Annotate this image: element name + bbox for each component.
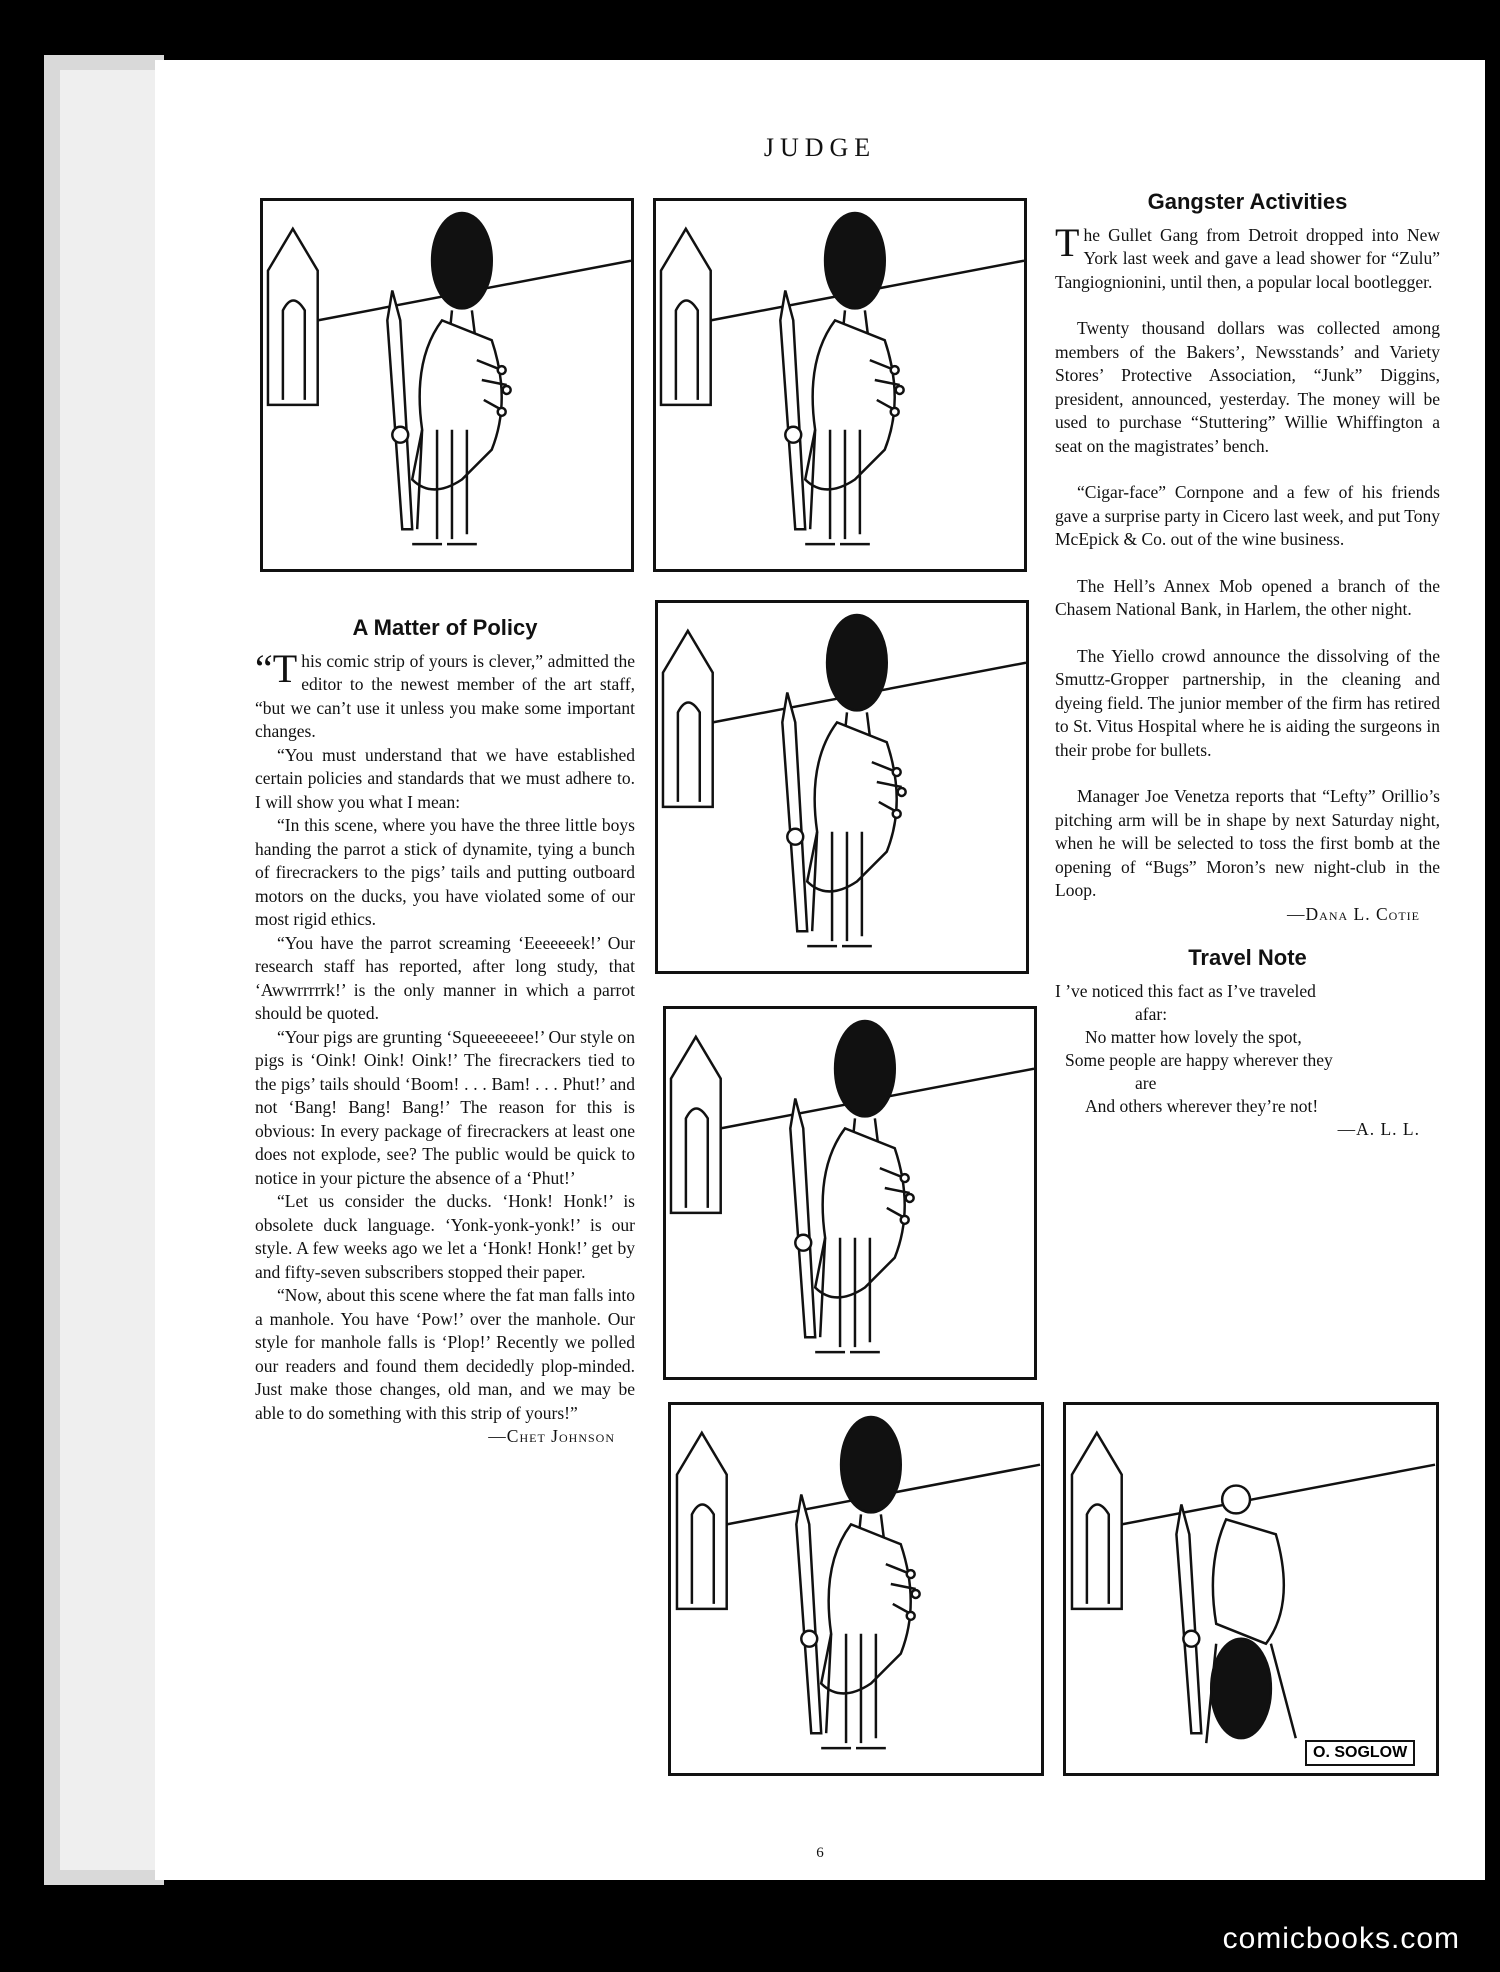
comic-panel-5 [668, 1402, 1044, 1776]
policy-paragraph-1: “T his comic strip of yours is clever,” admitted the editor to the newest member of the art staff, “but we can’t use it unless you make some important changes. [255, 645, 635, 741]
gangster-paragraph-1: The Gullet Gang from Detroit dropped into New York last week and gave a lead shower for “Zulu” Tangiognionini, until then, a popular local bootlegger. [1055, 219, 1440, 292]
gangster-paragraph-4: The Hell’s Annex Mob opened a branch of the Chasem National Bank, in Harlem, the other night. [1055, 575, 1440, 619]
guard-drawing-surprise [1066, 1405, 1436, 1773]
policy-paragraph-6: “Let us consider the ducks. ‘Honk! Honk!’ is obsolete duck language. ‘Yonk-yonk-yonk!’ is our style. A few weeks ago we let a ‘Honk! Honk!’ get by and fifty-seven subscribers stopped their paper. [255, 1191, 635, 1282]
gangster-paragraph-2: Twenty thousand dollars was collected among members of the Bakers’, Newsstands’ and Variety Stores’ Protective Association, “Junk” Diggins, president, announced, yesterday. The money will be used to purchase “Stuttering” Willie Whiffington a seat on the magistrates’ bench. [1055, 318, 1440, 456]
policy-article [255, 616, 635, 1449]
watermark: comicbooks.com [1222, 1922, 1460, 1955]
guard-drawing [666, 1009, 1034, 1377]
travel-title: Travel Note [1188, 945, 1307, 970]
gangster-paragraph-6: Manager Joe Venetza reports that “Lefty” Orillio’s pitching arm will be in shape by next Saturday night, when he will be selected to toss the first bomb at the opening of “Bugs” Moron’s new night-club in the Loop. [1055, 786, 1440, 900]
drop-cap: “T [255, 645, 298, 691]
comic-panel-2 [653, 198, 1027, 572]
poem-line: Some people are happy wherever they [1065, 1049, 1333, 1070]
artist-signature: O. SOGLOW [1305, 1740, 1415, 1766]
travel-author: —A. L. L. [1337, 1118, 1420, 1139]
gangster-author: —Dana L. Cotie [1287, 903, 1420, 924]
policy-title: A Matter of Policy [352, 615, 538, 640]
poem-line: I ’ve noticed this fact as I’ve traveled [1055, 980, 1316, 1001]
guard-drawing [658, 603, 1026, 971]
policy-paragraph-3: “In this scene, where you have the three little boys handing the parrot a stick of dynamite, tying a bunch of firecrackers to the pigs’ tails and putting outboard motors on the ducks, you have violated some of our most rigid ethics. [255, 815, 635, 929]
policy-author: —Chet Johnson [488, 1426, 615, 1446]
gangster-title: Gangster Activities [1147, 189, 1348, 214]
gangster-paragraph-5: The Yiello crowd announce the dissolving of the Smuttz-Gropper partnership, in the cleaning and dyeing field. The junior member of the firm has retired to St. Vitus Hospital where he is aiding the surgeons in their probe for bullets. [1055, 645, 1440, 760]
poem-line: afar: [1135, 1003, 1168, 1024]
comic-panel-4 [663, 1006, 1037, 1380]
poem-line: And others wherever they’re not! [1085, 1095, 1319, 1116]
poem-line: No matter how lovely the spot, [1085, 1026, 1302, 1047]
comic-panel-1 [260, 198, 634, 572]
poem-line: are [1135, 1072, 1157, 1093]
policy-paragraph-7: “Now, about this scene where the fat man falls into a manhole. You have ‘Pow!’ over the manhole. Our style for manhole falls is ‘Plop!’ Recently we polled our readers and found them decidedly plop-minded. Just make those changes, old man, and we may be able to do something with this strip of yours!” [255, 1285, 635, 1423]
page-number: 6 [816, 1845, 824, 1861]
drop-cap: T [1055, 219, 1080, 265]
comic-panel-6 [1063, 1402, 1439, 1776]
book-edge-inner [60, 70, 160, 1870]
guard-drawing [671, 1405, 1041, 1773]
magazine-page [155, 60, 1485, 1880]
policy-paragraph-4: “You have the parrot screaming ‘Eeeeeeek!’ Our research staff has reported, after long study, that ‘Awwrrrrrk!’ is the only manner in which a parrot should be quoted. [255, 932, 635, 1023]
policy-paragraph-5: “Your pigs are grunting ‘Squeeeeeee!’ Our style on pigs is ‘Oink! Oink! Oink!’ The firecrackers tied to the pigs’ tails should ‘Boom! . . . Bam! . . . Phut!’ and not ‘Bang! Bang! Bang!’ The reason for this is obvious: In every package of firecrackers at least one does not explode, see? The public would be quick to notice in your picture the absence of a ‘Phut!’ [255, 1026, 635, 1188]
guard-drawing [656, 201, 1024, 569]
gangster-paragraph-3: “Cigar-face” Cornpone and a few of his friends gave a surprise party in Cicero last week, and put Tony McEpick & Co. out of the wine business. [1055, 482, 1440, 549]
comic-panel-3 [655, 600, 1029, 974]
page-header: JUDGE [763, 133, 877, 162]
guard-drawing [263, 201, 631, 569]
policy-paragraph-2: “You must understand that we have established certain policies and standards that we must adhere to. I will show you what I mean: [255, 744, 635, 812]
travel-poem [1055, 980, 1440, 1118]
gangster-article [1055, 190, 1440, 1141]
